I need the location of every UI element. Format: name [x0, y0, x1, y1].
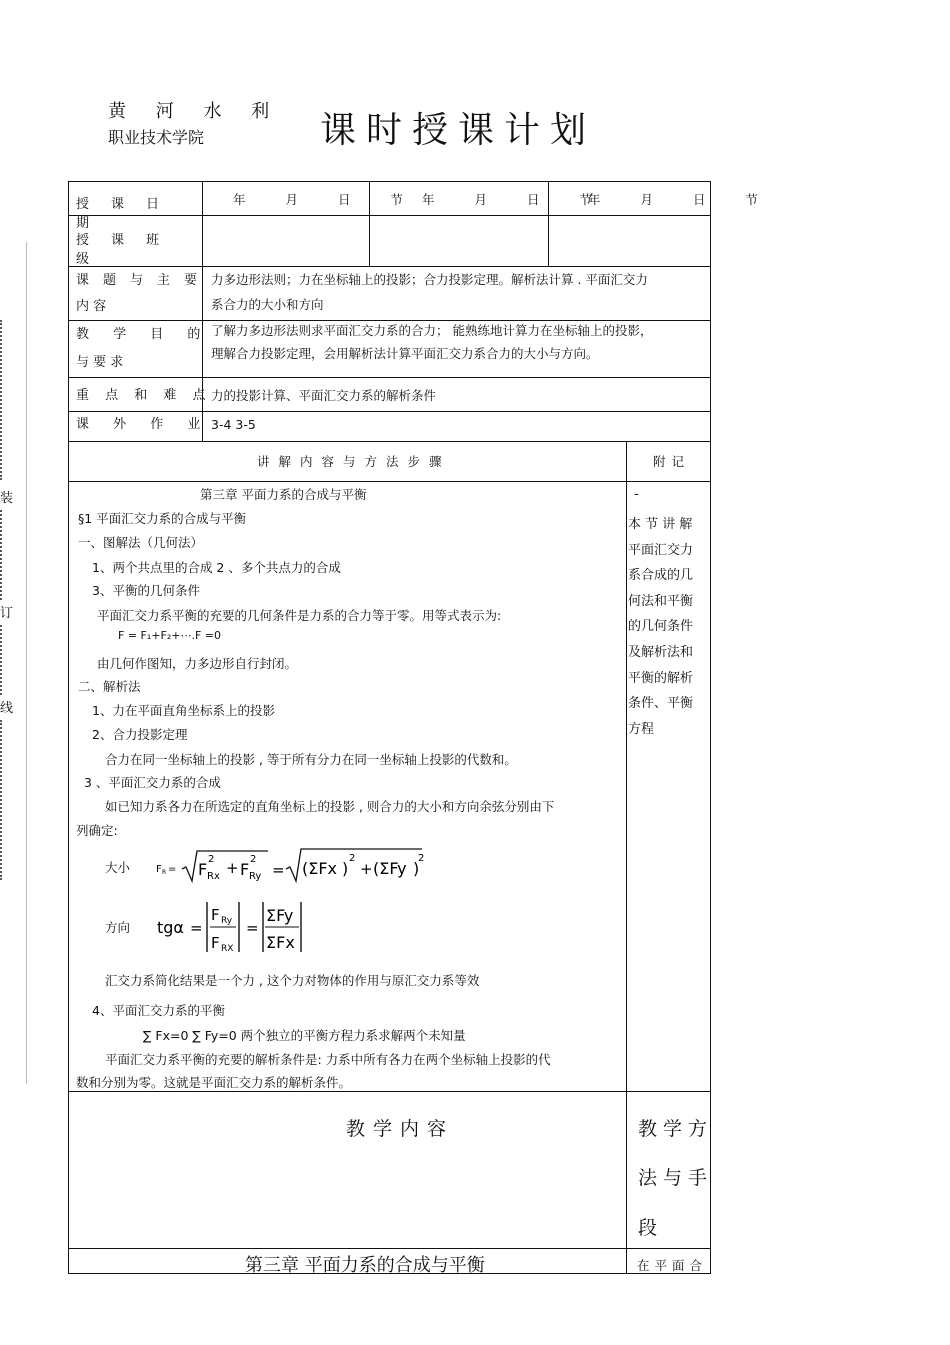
magnitude-formula: [150, 845, 440, 885]
svg-text:2: 2: [418, 853, 425, 864]
teaching-method-header-line3: 段: [638, 1217, 664, 1239]
svg-text:ΣFy: ΣFy: [266, 906, 294, 925]
composition-text-line1: 如已知力系各力在所选定的直角坐标上的投影 , 则合力的大小和方向余弦分别由下: [105, 799, 555, 814]
date-slot-1: 年 月 日 节: [233, 192, 421, 207]
svg-text:): ): [413, 859, 420, 878]
svg-text:ΣFx: ΣFx: [266, 933, 295, 952]
svg-text:=: =: [190, 919, 203, 937]
school-name-line2: 职业技术学院: [108, 128, 205, 147]
item-projection-theorem: 2、合力投影定理: [92, 727, 188, 742]
svg-text:tgα: tgα: [157, 918, 184, 937]
svg-text:=: =: [246, 919, 259, 937]
equilibrium-equations: ∑ Fx=0 ∑ Fy=0 两个独立的平衡方程力系求解两个未知量: [143, 1028, 466, 1043]
subheading-analytic: 二、解析法: [78, 679, 141, 694]
teaching-method-header-line1: 教学方: [638, 1118, 714, 1140]
goal-label-line2: 与 要 求: [76, 355, 124, 370]
direction-label: 方向: [105, 920, 131, 935]
side-note-line: 及解析法和: [628, 644, 694, 660]
svg-text:2: 2: [208, 854, 215, 865]
column-header-main: 讲解内容与方法步骤: [257, 454, 451, 469]
binding-zhuang: 装: [0, 491, 14, 506]
item-composition: 1、两个共点里的合成 2 、多个共点力的合成: [92, 560, 341, 575]
item-composition-analytic: 3 、平面汇交力系的合成: [84, 775, 221, 790]
lower-chapter-heading: 第三章 平面力系的合成与平衡: [245, 1255, 485, 1276]
item-equilibrium: 4、平面汇交力系的平衡: [92, 1003, 225, 1018]
teaching-content-header: 教学内容: [346, 1118, 455, 1140]
goal-text-line1: 了解力多边形法则求平面汇交力系的合力； 能熟练地计算力在坐标轴上的投影，: [211, 323, 653, 338]
binding-margin-line: [26, 242, 28, 1084]
summary-text: 汇交力系简化结果是一个力 , 这个力对物体的作用与原汇交力系等效: [105, 973, 480, 988]
svg-text:(ΣFx: (ΣFx: [302, 859, 338, 878]
binding-dots: [0, 625, 5, 695]
svg-text:(ΣFy: (ΣFy: [373, 859, 407, 878]
svg-text:+: +: [226, 859, 239, 877]
svg-text:F: F: [198, 860, 208, 879]
composition-text-line2: 列确定:: [76, 823, 118, 838]
svg-text:): ): [342, 859, 349, 878]
topic-label-line1: 课题与主要: [76, 273, 212, 288]
class-label: 授课班级: [76, 233, 182, 267]
page-title: 课时授课计划: [320, 110, 597, 151]
item-projection: 1、力在平面直角坐标系上的投影: [92, 703, 275, 718]
geometric-equation: F = F₁+F₂+⋯.F =0: [118, 629, 221, 642]
svg-text:Ry: Ry: [221, 916, 233, 926]
side-note-line: 平面汇交力: [628, 542, 694, 558]
side-note-line: 的几何条件: [628, 619, 694, 635]
svg-text:F: F: [240, 860, 250, 879]
lower-side-text: 在平面合: [637, 1258, 708, 1273]
binding-dots: [0, 320, 5, 480]
side-note: [628, 512, 708, 742]
svg-text:+: +: [360, 860, 373, 878]
equilibrium-text-line2: 数和分别为零。这就是平面汇交力系的解析条件。: [76, 1075, 352, 1090]
equilibrium-text-line1: 平面汇交力系平衡的充要的解析条件是: 力系中所有各力在两个坐标轴上投影的代: [105, 1052, 551, 1067]
homework-text: 3-4 3-5: [211, 417, 256, 432]
svg-text:RX: RX: [221, 944, 234, 954]
binding-dots: [0, 720, 5, 880]
geometric-condition-text: 平面汇交力系平衡的充要的几何条件是力系的合力等于零。用等式表示为:: [97, 608, 502, 623]
side-note-line: 方程: [628, 721, 655, 737]
svg-text:R: R: [162, 869, 167, 876]
date-slot-3: 年 月 日 节: [588, 192, 776, 207]
side-note-line: 本 节 讲 解: [628, 517, 693, 532]
svg-text:Ry: Ry: [249, 871, 262, 882]
section-heading: §1 平面汇交力系的合成与平衡: [78, 511, 247, 526]
homework-label: 课 外 作 业: [76, 417, 211, 432]
svg-text:F: F: [211, 906, 220, 924]
goal-text-line2: 理解合力投影定理，会用解析法计算平面汇交力系合力的大小与方向。: [211, 346, 599, 361]
chapter-heading: 第三章 平面力系的合成与平衡: [200, 487, 367, 502]
school-name-line1: 黄 河 水 利: [108, 101, 282, 122]
closure-text: 由几何作图知，力多边形自行封闭。: [97, 656, 298, 671]
svg-text:F: F: [211, 934, 220, 952]
side-note-line: 系合成的几: [628, 568, 694, 584]
projection-theorem-text: 合力在同一坐标轴上的投影 , 等于所有分力在同一坐标轴上投影的代数和。: [105, 752, 517, 767]
date-label: 授课日期: [76, 197, 182, 231]
binding-xian: 线: [0, 701, 14, 716]
side-note-line: 平衡的解析: [628, 670, 694, 686]
magnitude-label: 大小: [105, 860, 131, 875]
item-geometric-condition: 3、平衡的几何条件: [92, 583, 200, 598]
svg-text:F: F: [156, 864, 162, 875]
key-label: 重 点 和 难 点: [76, 388, 212, 403]
date-slot-2: 年 月 日 节: [422, 192, 610, 207]
side-note-dash: -: [634, 487, 639, 502]
topic-text-line2: 系合力的大小和方向: [211, 297, 324, 312]
svg-text:=: =: [272, 861, 285, 879]
topic-text-line1: 力多边形法则；力在坐标轴上的投影；合力投影定理。解析法计算 . 平面汇交力: [211, 272, 648, 287]
svg-text:=: =: [168, 864, 177, 875]
subheading-graphic-method: 一、图解法（几何法）: [78, 535, 204, 550]
column-header-side: 附记: [653, 454, 691, 469]
side-note-line: 条件、平衡: [628, 696, 694, 712]
goal-label-line1: 教 学 目 的: [76, 327, 211, 342]
topic-label-line2: 内 容: [76, 299, 107, 314]
svg-text:Rx: Rx: [207, 871, 220, 882]
teaching-method-header-line2: 法与手: [638, 1167, 714, 1189]
side-note-line: 何法和平衡: [628, 593, 694, 609]
key-text: 力的投影计算、平面汇交力系的解析条件: [211, 388, 437, 403]
svg-text:2: 2: [349, 853, 356, 864]
direction-formula: [150, 898, 320, 956]
binding-ding: 订: [0, 606, 14, 621]
svg-text:2: 2: [250, 854, 257, 865]
binding-dots: [0, 510, 5, 600]
